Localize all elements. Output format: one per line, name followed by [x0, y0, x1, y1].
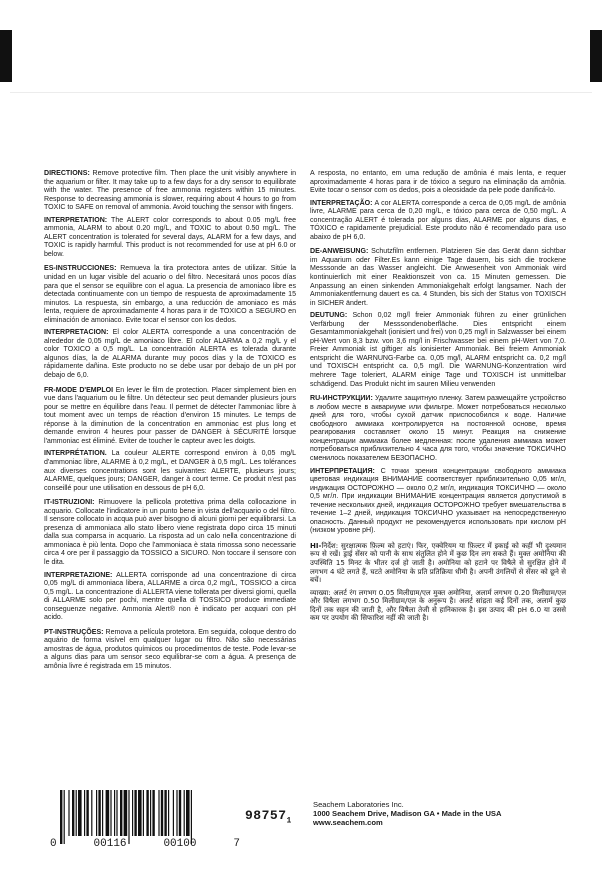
barcode-bar	[161, 790, 163, 836]
barcode-bar	[72, 790, 74, 836]
barcode-bar	[84, 790, 85, 836]
barcode-bar	[150, 790, 151, 836]
barcode-bar	[78, 790, 82, 836]
barcode-bar	[96, 790, 97, 836]
barcode-bar	[76, 790, 77, 836]
en-directions: DIRECTIONS: Remove protective film. Then place the unit visibly anywhere in the aquarium or filter. It may take up to a few days for a dry sensor to equilibrate with the water. The presence of free ammonia registers within 15 minutes. Response to decreasing ammonia is slower, requiring about 4 hours to go from TOXIC to SAFE on removal of ammonia. Avoid touching the sensor with fingers.	[44, 170, 296, 212]
upc-number-system-digit: 0	[50, 838, 57, 850]
barcode-bar	[191, 790, 192, 844]
barcode-bar	[146, 790, 148, 836]
fr-directions: FR-MODE D'EMPLOI En lever le film de protection. Placer simplement bien en vue dans l'aquarium ou le filtre. Un détecteur sec peut demander plusieurs jours pour se mettre en équilibre dans l'eau. Il permet de détecter l'ammoniac libre à tout moment avec un temps de réaction d'environ 15 minutes. Le temps de réponse à la diminution de la concentration en ammoniac est plus long et demande environ 4 heures pour passer de DANGER à SÉCURITÉ lorsque l'ammoniac est éliminé. Eviter de toucher le capteur avec les doigts.	[44, 386, 296, 445]
barcode-bar	[102, 790, 103, 836]
barcode-bar	[158, 790, 159, 836]
barcode-bar	[86, 790, 88, 836]
hi-interpretation: व्याख्या: अलर्ट रंग लगभग 0.05 मिलीग्राम/एल मुक्त अमोनिया, अलार्म लगभग 0.20 मिलीग्राम/एल और विषैला लगभग 0.50 मिलीग्राम/एल के अनुरूप है। अलर्ट सांद्रता कई दिनों तक, अलार्म कुछ दिनों तक सहन की जाती है, और विषैला तेजी से हानिकारक है। इस उत्पाद की pH 6.0 या उससे कम पर उपयोग की सिफारिश नहीं की जाती है।	[310, 587, 566, 623]
barcode-bar	[60, 790, 62, 844]
es-directions: ES-INSTRUCCIONES: Remueva la tira protectora antes de utilizar. Sitúe la unidad en un lugar visible del acuario o del filtro. Necesitará unos pocos días para que el sensor se equilibre con el agua. La presencia de amoniaco libre es detectada continuamente con un tiempo de respuesta de aproximadamente 15 minutos. La respuesta, sin embargo, a una reducción de amoniaco es más lenta, requiere de aproximadamente 4 horas para ir de TOXICO a SEGURO en eliminación de amoniaco. Evite tocar el sensor con los dedos.	[44, 265, 296, 324]
instructions-left-column	[44, 170, 296, 676]
barcode-bar	[68, 790, 69, 836]
upc-check-digit: 7	[233, 838, 240, 850]
lot-code: $98757_1$	[245, 808, 292, 826]
barcode-bar	[152, 790, 154, 836]
hi-directions: HI-निर्देश: सुरक्षात्मक फ़िल्म को हटाएं। फिर, एक्वेरियम या फ़िल्टर में इकाई को कहीं भी दृश्यमान रूप से रखें। ड्राई सेंसर को पानी के साथ संतुलित होने में कुछ दिन लग सकते हैं। मुक्त अमोनिया की उपस्थिति 15 मिनट के भीतर दर्ज हो जाती है। अमोनिया को हटाने पर विषैले से सुरक्षित होने में लगभग 4 घंटे लगते हैं, घटते अमोनिया के प्रति प्रतिक्रिया धीमी है। अपनी उंगलियों से सेंसर को छूने से बचें।	[310, 540, 566, 585]
ru-interpretation: ИНТЕРПРЕТАЦИЯ: С точки зрения концентрации свободного аммиака цветовая индикация ВНИМАНИЕ соответствует приблизительно 0,05 мг/л, индикация ОСТОРОЖНО — около 0,2 мг/л, индикация ТОКСИЧНО — около 0,5 мг/л. При индикации ВНИМАНИЕ концентрация является допустимой в течение нескольких дней, индикация ОСТОРОЖНО требует вмешательства в течение 1–2 дней, индикация ТОКСИЧНО указывает на непосредственную опасность. Данный продукт не рекомендуется использовать при кислом рН (низком уровне рН).	[310, 467, 566, 535]
barcode-bar	[138, 790, 142, 836]
barcode-bar	[114, 790, 115, 836]
package-tab-right	[590, 30, 602, 82]
de-interpretation: DEUTUNG: Schon 0,02 mg/l freier Ammoniak führen zu einer grünlichen Verfärbung der Messsondenoberfläche. Dies entspricht einem Gesamtammoniakgehalt (ionisiert und frei) von 0,25 mg/l in Salzwasser bei einem pH-Wert von 8,3 bzw. von 3,6 mg/l in Frischwasser bei einem pH-Wert von 7,0. Freier Ammoniak ist giftiger als ionisierter Ammoniak. Bei freiem Ammoniak entspricht die WARNUNG-Farbe ca. 0,05 mg/l, ALARM entspricht ca. 0,2 mg/l und TOXISCH entspricht ca. 0,5 mg/l. Die WARNUNG-Konzentration wird mehrere Tage toleriert, ALARM einige Tage und TOXISCH ist unmittelbar schädigend. Das Produkt nicht im sauren Milieu verwenden	[310, 312, 566, 388]
pt-directions-continued: A resposta, no entanto, em uma redução de amônia é mais lenta, e requer aproximadamente 4 horas para ir de tóxico a seguro na eliminação da amônia. Evite tocar o sensor com os dedos, pois a oleosidade da pele pode danificá-lo.	[310, 170, 566, 195]
barcode-bar	[64, 790, 65, 844]
barcode-bar	[176, 790, 177, 836]
barcode-bar	[179, 790, 181, 836]
barcode-bar	[184, 790, 185, 836]
barcode-bar	[164, 790, 166, 836]
instructions-right-column	[310, 170, 566, 627]
upc-left-digits: 00116	[93, 838, 127, 850]
pt-directions: PT-INSTRUÇÕES: Remova a película protetora. Em seguida, coloque dentro do aquário de forma visível em qualquer lugar ou filtro. Não são necessárias amostras de água, produtos químicos ou procedimentos de teste. Pode levar-se a alguns dias para um sensor seco equilibrar-se com a água. A presença de amônia livre é registrada em 15 minutos.	[44, 628, 296, 670]
en-interpretation: INTERPRETATION: The ALERT color corresponds to about 0.05 mg/L free ammonia, ALARM to about 0.20 mg/L, and TOXIC to about 0.50 mg/L. The ALERT concentration is tolerated for several days, ALARM for a few days, and TOXIC is rapidly harmful. This product is not recommended for use at pH 6.0 or below.	[44, 216, 296, 258]
barcode-bar	[128, 790, 129, 844]
ru-directions: RU-ИНСТРУКЦИИ: Удалите защитную пленку. Затем размещайте устройство в любом месте в аквариуме или фильтре. Может потребоваться несколько дней для того, чтобы сухой датчик приспособился к воде. Наличие свободного аммиака контролируется на постоянной основе, время реагирования составляет около 15 минут. Реакция на снижение концентрации аммиака более медленная: после удаления аммиака может потребоваться приблизительно 4 часа для того, чтобы значение ТОКСИЧНО сменилось показателем БЕЗОПАСНО.	[310, 395, 566, 462]
fr-interpretation: INTERPRÉTATION. La couleur ALERTE correspond environ à 0,05 mg/L d'ammoniac libre, ALARME à 0,2 mg/L, et DANGER à 0,5 mg/L. Les tolérances aux diverses concentrations sont les suivantes: ALERTE, plusieurs jours; ALARME, quelques jours; DANGER, danger à court terme. Ce produit n'est pas conseillé pour une utilisation en dessous de pH 6,0.	[44, 450, 296, 492]
barcode-bar	[110, 790, 111, 836]
upc-digits	[50, 838, 240, 850]
de-directions: DE-ANWEISUNG: Schutzfilm entfernen. Platzieren Sie das Gerät dann sichtbar im Aquarium oder Filter.Es kann einige Tage dauern, bis sich die trockene Messsonde an das Wasser angleicht. Die Anwesenheit von Ammoniak wird kontinuierlich mit einer Reaktionszeit von ca. 15 Minuten gemessen. Die Anpassung an einen sinkenden Ammoniakgehalt erfolgt langsamer. Nach der Ammoniakentfernung dauert es ca. 4 Stunden, bis sich der Status von TOXISCH in SICHER ändert.	[310, 248, 566, 307]
barcode-bar	[120, 790, 122, 836]
it-directions: IT-ISTRUZIONI: Rimuovere la pellicola protettiva prima della collocazione in acquario. Collocate l'indicatore in un punto bene in vista dell'acquario o del filtro. Il sensore collocato in acqua può aver bisogno di alcuni giorni per equilibrarsi. La presenza di ammoniaca allo stato libero viene registrata dopo circa 15 minuti dalla sua comparsa in acquario. La risposta ad un calo nella concentrazione di ammoniaca è più lenta. Dopo che l'ammoniaca è stata rimossa sono necessarie circa 4 ore per il passaggio da TOSSICO a SICURO. Non toccare il sensore con le dita.	[44, 499, 296, 566]
company-website: www.seachem.com	[313, 818, 383, 828]
barcode-bar	[143, 790, 144, 836]
barcode-bar	[124, 790, 128, 836]
package-seam	[10, 92, 592, 93]
lot-suffix: 1	[286, 816, 292, 826]
company-name: Seachem Laboratories Inc.	[313, 800, 404, 809]
company-street: 1000 Seachem Drive, Madison GA • Made in the USA	[313, 809, 502, 819]
barcode-bar	[134, 790, 136, 836]
it-interpretation: INTERPRETAZIONE: ALLERTA corrisponde ad una concentrazione di circa 0,05 mg/L di ammoniaca libera, ALLARME a circa 0,2 mg/L, TOSSICO a circa 0,5 mg/L. La concentrazione di ALLERTA viene tollerata per diversi giorni, quella di ALLARME solo per pochi, mentre quella di TOSSICO produce immediate conseguenze negative. Ammonia Alert® non è indicato per acquari con pH acido.	[44, 571, 296, 622]
barcode-bar	[116, 790, 117, 836]
upc-right-digits: 00100	[163, 838, 197, 850]
barcode-bar	[173, 790, 174, 836]
barcode-bar	[132, 790, 133, 836]
barcode-bar	[186, 790, 190, 836]
package-tab-left	[0, 30, 12, 82]
company-address	[313, 800, 501, 828]
barcode-bar	[98, 790, 100, 836]
pt-interpretation: INTERPRETAÇÃO: A cor ALERTA corresponde a cerca de 0,05 mg/L de amônia livre, ALARME para cerca de 0,20 mg/L, e tóxico para cerca de 0,50 mg/L. A concentração ALERT é tolerada por alguns dias, ALARME por alguns dias, e TÓXICO e rapidamente prejudicial. Este produto não é recomendado para uso abaixo de pH 6,0.	[310, 199, 566, 241]
barcode-bar	[168, 790, 169, 836]
barcode-bar	[91, 790, 92, 836]
es-interpretation: INTERPRETACION: El color ALERTA corresponde a una concentración de alrededor de 0,05 mg/L de amoniaco libre. El color ALARMA a 0,2 mg/L y el color TOXICO a 0,5 mg/L. La concentración ALERTA es tolerada durante algunos días, la de ALARMA durante muy pocos días y la de TOXICO es rápidamente dañina. Este producto no se debe usar por debajo de un pH por debajo de 6,0.	[44, 329, 296, 380]
barcode-bar	[106, 790, 110, 836]
